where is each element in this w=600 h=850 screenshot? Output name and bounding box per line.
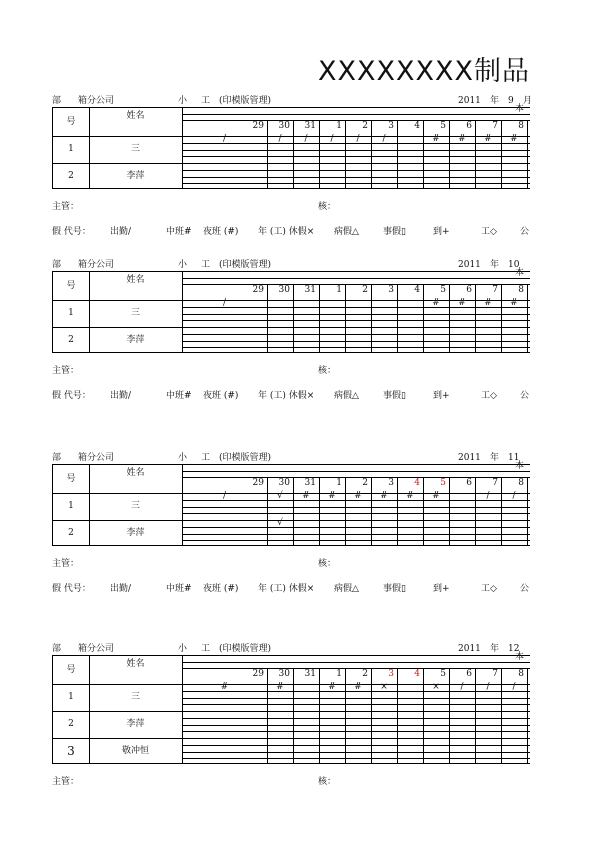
legend-arrive: 到+ [433,227,450,237]
row-subline [182,347,530,348]
attendance-mark[interactable]: # [354,491,362,501]
legend-work: 工◇ [481,584,497,594]
row-subline [182,334,530,335]
employee-name: 李萍 [126,335,145,345]
row-separator [53,738,530,739]
year-unit: 年 [490,96,500,106]
day-number: 29 [252,285,264,295]
row-subline [182,156,530,157]
worker-label: 工 [201,453,211,463]
attendance-mark[interactable]: / [512,682,516,692]
row-subline [182,534,530,535]
day-number: 7 [492,478,498,488]
attendance-mark[interactable]: # [510,298,518,308]
day-number: 3 [388,669,394,679]
header-rule [182,662,530,663]
row-subline [182,718,530,719]
day-number: 30 [278,121,290,131]
day-number: 5 [440,478,446,488]
small-label: 小 [178,644,188,654]
day-number: 4 [414,285,420,295]
row-subline [182,507,530,508]
month-unit: 月 [523,96,533,106]
year-unit: 年 [490,260,500,270]
attendance-table [52,268,530,353]
row-number: 2 [68,719,74,729]
unit-name: (印模版管理) [219,453,272,463]
attendance-mark[interactable]: # [406,491,414,501]
legend-arrive: 到+ [433,391,450,401]
attendance-mark[interactable]: × [432,682,440,692]
row-subline [182,170,530,171]
unit-name: (印模版管理) [219,644,272,654]
attendance-mark[interactable]: # [484,298,492,308]
legend-annual-leave: 年 (工) 休假× [258,584,315,594]
corner-label: 本 [515,268,525,278]
row-number: 1 [68,501,74,511]
row-number: 2 [68,171,74,181]
day-number: 1 [336,121,342,131]
attendance-mark[interactable]: / [486,682,490,692]
col-header-no: 号 [66,474,76,484]
attendance-mark[interactable]: # [276,682,284,692]
attendance-mark[interactable]: × [380,682,388,692]
day-number: 6 [466,121,472,131]
day-number: 5 [440,285,446,295]
legend-personal-leave: 事假▯ [383,391,406,401]
small-label: 小 [178,453,188,463]
row-separator [53,163,530,164]
legend-present: 出勤/ [110,391,132,401]
header-rule [182,471,530,472]
row-subline [182,704,530,705]
dept-label: 部 [52,453,62,463]
attendance-mark[interactable]: # [510,134,518,144]
day-divider [293,668,294,763]
attendance-mark[interactable]: √ [277,491,283,501]
day-number: 8 [518,478,524,488]
day-number: 7 [492,669,498,679]
legend-middle-shift: 中班# [166,227,192,237]
col-header-name: 姓名 [126,275,145,285]
day-number: 31 [304,285,316,295]
review-label: 核： [318,559,337,569]
legend-arrive: 到+ [433,584,450,594]
day-number: 2 [362,669,368,679]
attendance-mark[interactable]: # [302,491,310,501]
legend-work: 工◇ [481,391,497,401]
row-separator [53,327,530,328]
day-number: 31 [304,478,316,488]
legend-public: 公 [520,391,530,401]
legend-personal-leave: 事假▯ [383,227,406,237]
attendance-mark[interactable]: / [304,134,308,144]
day-number: 2 [362,121,368,131]
day-number: 8 [518,121,524,131]
supervisor-label: 主管： [52,366,80,376]
year-unit: 年 [490,644,500,654]
day-number: 29 [252,121,264,131]
col-header-no: 号 [66,117,76,127]
corner-label: 本 [515,461,525,471]
legend-present: 出勤/ [110,584,132,594]
day-number: 4 [414,478,420,488]
day-number: 31 [304,669,316,679]
col-header-no: 号 [66,281,76,291]
employee-name: 敬冲恒 [121,746,149,756]
employee-name: 三 [130,144,140,154]
day-number: 1 [336,285,342,295]
supervisor-label: 主管： [52,202,80,212]
company-name: 箱分公司 [78,453,115,463]
company-name: 箱分公司 [78,260,115,270]
row-subline [182,183,530,184]
attendance-table [52,652,530,764]
dept-label: 部 [52,644,62,654]
row-subline [182,527,530,528]
row-subline [182,341,530,342]
day-number: 30 [278,478,290,488]
row-subline [182,698,530,699]
day-number: 7 [492,285,498,295]
day-number: 8 [518,285,524,295]
legend-annual-leave: 年 (工) 休假× [258,391,315,401]
day-number: 30 [278,285,290,295]
row-subline [182,752,530,753]
review-label: 核： [318,777,337,787]
month-value: 10 [508,260,520,270]
unit-name: (印模版管理) [219,96,272,106]
day-number: 6 [466,669,472,679]
month-value: 12 [508,644,520,654]
legend-code: 假 代号： [52,227,91,237]
supervisor-label: 主管： [52,777,80,787]
attendance-table [52,461,530,546]
day-number: 7 [492,121,498,131]
day-number: 29 [252,669,264,679]
row-separator [53,711,530,712]
day-divider [397,668,398,763]
day-number: 8 [518,669,524,679]
day-number: 1 [336,478,342,488]
day-number: 3 [388,285,394,295]
dept-label: 部 [52,260,62,270]
day-number: 6 [466,478,472,488]
col-header-name: 姓名 [126,111,145,121]
worker-label: 工 [201,260,211,270]
header-rule [182,114,530,115]
attendance-mark[interactable]: # [458,298,466,308]
legend-sick-leave: 病假△ [334,391,359,401]
attendance-mark[interactable]: # [354,682,362,692]
row-subline [182,150,530,151]
attendance-mark[interactable]: # [432,134,440,144]
row-number: 2 [68,335,74,345]
day-number: 30 [278,669,290,679]
attendance-mark[interactable]: # [220,682,229,692]
row-number: 1 [68,308,74,318]
legend-public: 公 [520,584,530,594]
review-label: 核： [318,366,337,376]
small-label: 小 [178,260,188,270]
row-number: 1 [68,692,74,702]
employee-name: 三 [130,501,140,511]
day-number: 3 [388,478,394,488]
employee-name: 李萍 [126,171,145,181]
attendance-mark[interactable]: √ [277,518,283,528]
day-number: 2 [362,285,368,295]
row-subline [182,513,530,514]
header-rule [182,278,530,279]
row-subline [182,540,530,541]
company-name: 箱分公司 [78,644,115,654]
month-value: 11 [508,453,520,463]
legend-code: 假 代号： [52,391,91,401]
year-unit: 年 [490,453,500,463]
attendance-mark[interactable]: / [278,134,282,144]
corner-label: 本 [515,104,525,114]
employee-name: 李萍 [126,719,145,729]
attendance-table [52,104,530,189]
year-value: 2011 [458,260,481,270]
col-header-no: 号 [66,665,76,675]
row-subline [182,725,530,726]
legend-night-shift: 夜班 (#) [203,227,239,237]
attendance-mark[interactable]: # [380,491,388,501]
month-value: 9 [508,96,514,106]
day-number: 2 [362,478,368,488]
attendance-mark[interactable]: / [222,298,227,308]
attendance-mark[interactable]: / [460,682,464,692]
legend-night-shift: 夜班 (#) [203,391,239,401]
attendance-mark[interactable]: / [356,134,360,144]
year-value: 2011 [458,453,481,463]
employee-name: 李萍 [126,528,145,538]
day-number: 31 [304,121,316,131]
row-number: 1 [68,144,74,154]
attendance-mark[interactable]: # [328,682,336,692]
attendance-mark[interactable]: / [330,134,334,144]
page-title: XXXXXXXX制品 [318,56,530,87]
company-name: 箱分公司 [78,96,115,106]
small-label: 小 [178,96,188,106]
row-number: 3 [67,744,75,758]
attendance-mark[interactable]: / [222,491,227,501]
attendance-mark[interactable]: # [432,491,440,501]
legend-work: 工◇ [481,227,497,237]
dept-label: 部 [52,96,62,106]
col-header-name: 姓名 [126,659,145,669]
year-value: 2011 [458,96,481,106]
legend-night-shift: 夜班 (#) [203,584,239,594]
unit-name: (印模版管理) [219,260,272,270]
day-divider [527,668,528,763]
row-subline [182,731,530,732]
attendance-mark[interactable]: # [328,491,336,501]
row-subline [182,320,530,321]
supervisor-label: 主管： [52,559,80,569]
col-header-name: 姓名 [126,468,145,478]
day-number: 4 [414,669,420,679]
legend-personal-leave: 事假▯ [383,584,406,594]
day-number: 4 [414,121,420,131]
employee-name: 三 [130,308,140,318]
legend-present: 出勤/ [110,227,132,237]
attendance-mark[interactable]: / [222,134,227,144]
legend-middle-shift: 中班# [166,391,192,401]
legend-code: 假 代号： [52,584,91,594]
row-subline [182,314,530,315]
row-number: 2 [68,528,74,538]
employee-name: 三 [130,692,140,702]
attendance-mark[interactable]: / [382,134,386,144]
row-subline [182,758,530,759]
legend-public: 公 [520,227,530,237]
legend-annual-leave: 年 (工) 休假× [258,227,315,237]
col-divider [182,656,183,763]
attendance-mark[interactable]: # [484,134,492,144]
day-number: 3 [388,121,394,131]
day-number: 6 [466,285,472,295]
legend-sick-leave: 病假△ [334,584,359,594]
legend-middle-shift: 中班# [166,584,192,594]
day-number: 5 [440,669,446,679]
corner-label: 本 [515,652,525,662]
attendance-mark[interactable]: / [512,491,516,501]
day-number: 1 [336,669,342,679]
row-subline [182,177,530,178]
attendance-mark[interactable]: # [432,298,440,308]
attendance-mark[interactable]: # [458,134,466,144]
day-number: 5 [440,121,446,131]
worker-label: 工 [201,96,211,106]
year-value: 2011 [458,644,481,654]
review-label: 核： [318,202,337,212]
worker-label: 工 [201,644,211,654]
row-subline [182,745,530,746]
attendance-mark[interactable]: / [486,491,490,501]
legend-sick-leave: 病假△ [334,227,359,237]
day-number: 29 [252,478,264,488]
